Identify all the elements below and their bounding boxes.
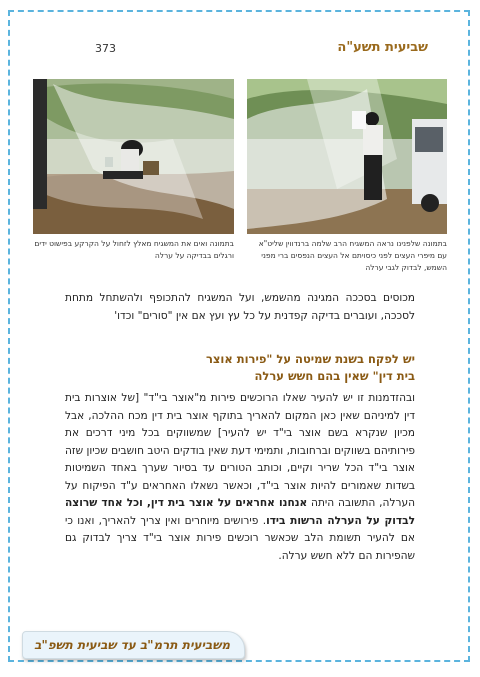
- photo-caption-right: בתמונה שלפנינו נראה המשגיח הרב שלמה ברנדווין שליט"א עם מיפרי העצים לפני כיסויתם אל העצים הנפסים ברי מפני השמש, לבדוק לגבי ערלה: [258, 239, 447, 272]
- running-header-title: שביעית תשע"ה: [337, 40, 428, 55]
- footer-label: משביעית תרמ"ב עד שביעית תשפ"ב: [34, 638, 230, 652]
- intro-paragraph: מכוסים בסככה המגינה מהשמש, ועל המשגיח להתכופף ולהשתחל מתחת לסככה, ועוברים בדיקה קפדנית על כל עץ ועץ אם אין "סורים" וכדו': [65, 292, 415, 322]
- section-heading-line2: בית דין" שאין בהם חשש ערלה: [254, 369, 415, 383]
- photo-inspector-crawling: [33, 79, 234, 234]
- page-number: 373: [95, 42, 116, 55]
- main-paragraph-bold-1: אנחנו אחראים על אוצר בית דין, וכל אחד שרוצה לבדוק על הערלה הרשות בידו: [65, 497, 415, 527]
- footer-tab: [22, 631, 245, 659]
- main-paragraph: [65, 390, 415, 565]
- section-heading: [206, 351, 415, 385]
- photo-inspector-under-net: [247, 79, 447, 234]
- photo-caption-left: בתמונה ואים את המשגיח מאלץ לזחול על הקרקע בפישוט ידים ורגלים בבדיקה על ערלה: [34, 239, 234, 260]
- main-paragraph-text-2: . פירושים מיוחרים ואין צריך להאריך, ואנו כי אם להעיר תשומת הלב שכאשר רוכשים פירות אוצר בי"ד צריך לבדוק גם שהפירות הם ללא חשש ערלה.: [65, 514, 415, 562]
- section-heading-line1: יש לפקח בשנת שמיטה על "פירות אוצר: [206, 352, 415, 366]
- main-paragraph-text-1: ובהזדמנות זו יש להעיר שאלו הרוכשים פירות מ"אוצר בי"ד" [של אוצרות בית דין למיניהם שאין כאן המקום להאריך בתוקף אוצר בית דין מכח ההלכה, אבל מכיון שנקרא בשם אוצר בי"ד יש להעיר] שמשווקים בכל מיני דרכים את פירותיהם בשווקים וברחובות, ותמימי דעת שאין בודקים היטב חושבים שכיון שזה אוצר בי"ד הכל שריר וקיים, וכותב הטורים עד בסיור שערך באחד השמיטות בשדות שאמורים להיות אוצר בי"ד, וכאשר נשאלו האחראים ע"ד הפיקוח על הערלה, התשובה היתה: [65, 392, 415, 509]
